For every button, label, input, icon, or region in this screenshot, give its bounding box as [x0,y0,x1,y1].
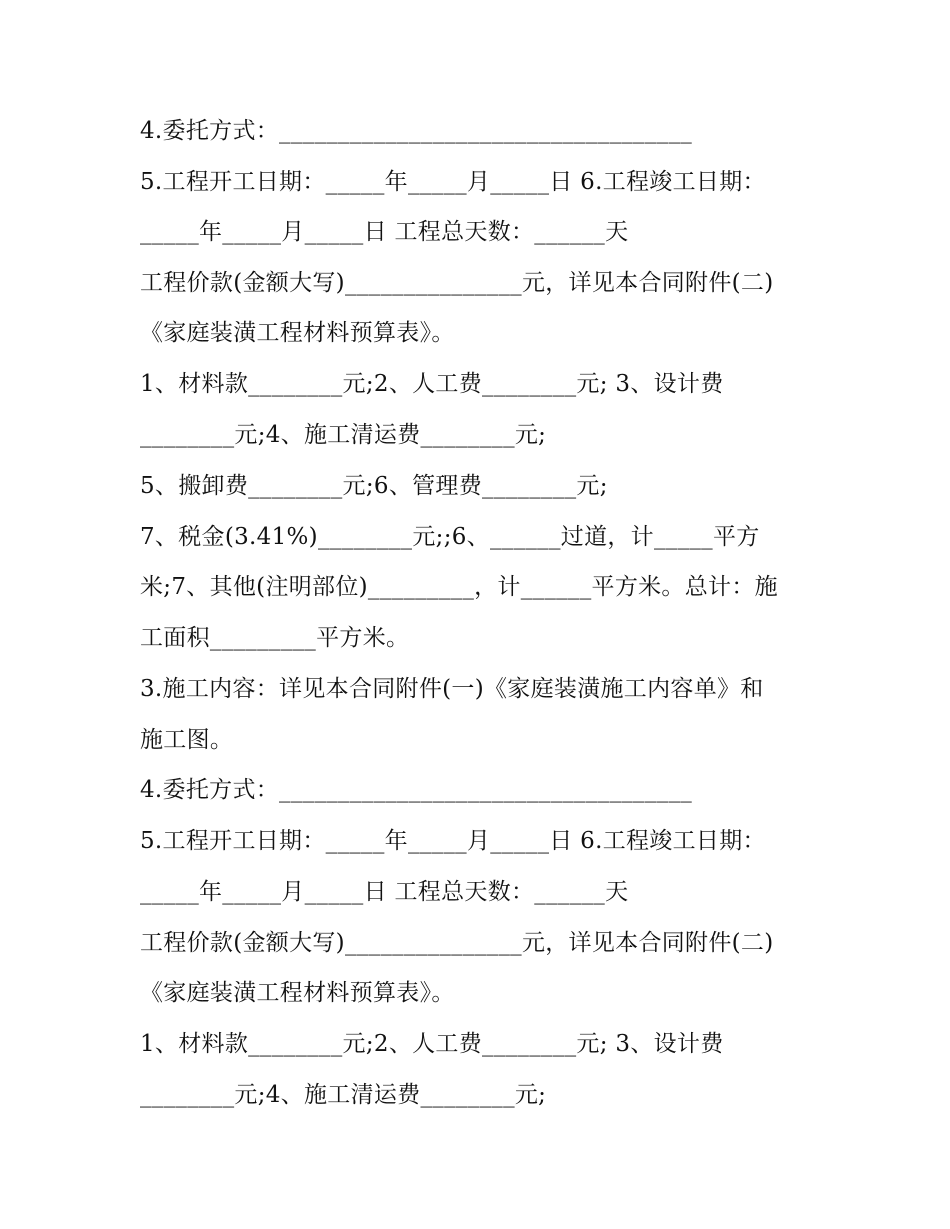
text-line: 5、搬卸费________元;6、管理费________元; [140,473,608,499]
text-line: _____年_____月_____日 工程总天数：______天 [140,219,629,245]
text-line: ________元;4、施工清运费________元; [140,422,547,448]
text-line: 4.委托方式：___________________________________ [140,118,693,144]
text-line: 1、材料款________元;2、人工费________元; 3、设计费 [140,1031,724,1057]
text-line: 4.委托方式：___________________________________ [140,777,693,803]
text-line: _____年_____月_____日 工程总天数：______天 [140,879,629,905]
text-line: 工程价款(金额大写)_______________元，详见本合同附件(二) [140,270,774,296]
text-line: ________元;4、施工清运费________元; [140,1082,547,1108]
text-line: 米;7、其他(注明部位)_________，计______平方米。总计：施 [140,574,778,600]
text-line: 《家庭装潢工程材料预算表》。 [140,320,455,346]
text-line: 工面积_________平方米。 [140,625,410,651]
text-line: 《家庭装潢工程材料预算表》。 [140,980,455,1006]
text-line: 工程价款(金额大写)_______________元，详见本合同附件(二) [140,930,774,956]
text-line: 5.工程开工日期：_____年_____月_____日 6.工程竣工日期： [140,828,766,854]
text-line: 7、税金(3.41%)________元;;6、______过道，计_____平方 [140,524,760,550]
text-line: 3.施工内容：详见本合同附件(一)《家庭装潢施工内容单》和 [140,676,764,702]
text-line: 施工图。 [140,727,234,753]
text-line: 5.工程开工日期：_____年_____月_____日 6.工程竣工日期： [140,169,766,195]
text-line: 1、材料款________元;2、人工费________元; 3、设计费 [140,371,724,397]
